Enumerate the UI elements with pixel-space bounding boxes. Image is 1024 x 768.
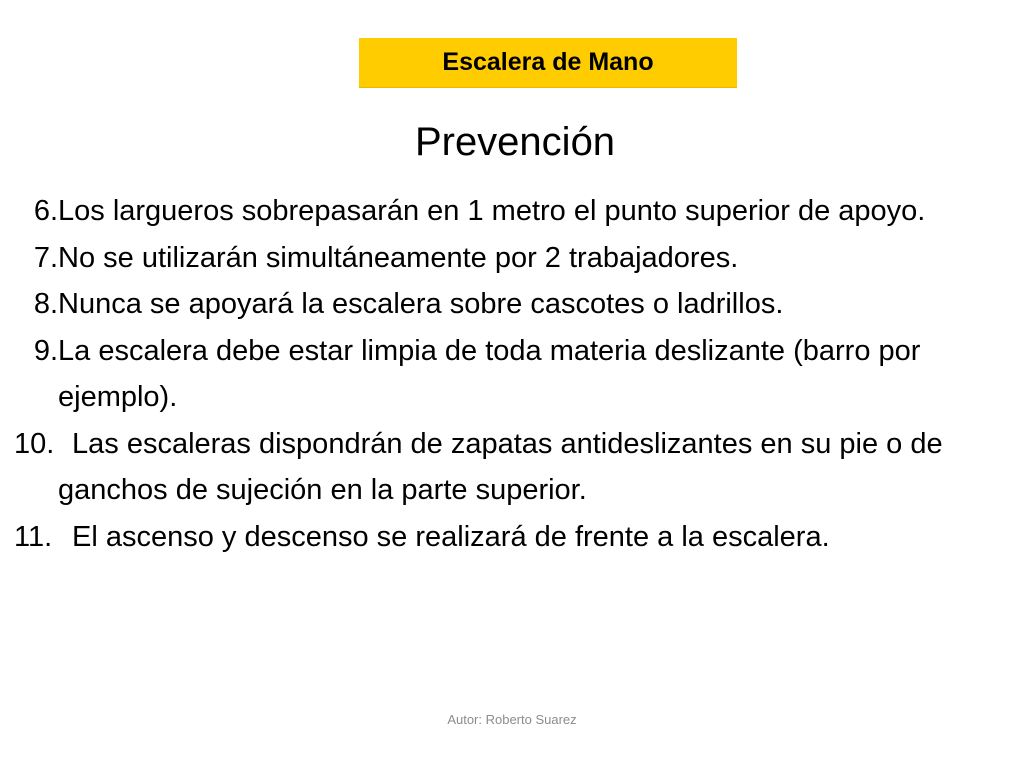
list-item [14,514,1014,561]
list-item [14,188,1014,235]
list-item-text: El ascenso y descenso se realizará de frente a la escalera. [72,520,830,553]
list-item-text: Nunca se apoyará la escalera sobre cascotes o ladrillos. [58,288,784,320]
list-item [14,281,1014,328]
list-item [14,421,1014,514]
header-label: Escalera de Mano [442,48,654,76]
list-item-text: No se utilizarán simultáneamente por 2 trabajadores. [58,241,739,274]
list-item-text: Las escaleras dispondrán de zapatas antideslizantes en su pie o de ganchos de sujeción en la parte superior. [58,427,943,506]
list-item-number: 7. [33,241,58,274]
header-banner [359,38,737,88]
list-item [14,235,1014,282]
list-item-number: 11. [14,520,53,553]
list-item-number: 9. [33,334,58,367]
list-item-number: 8. [33,288,58,320]
list-item-text: La escalera debe estar limpia de toda materia deslizante (barro por ejemplo). [58,334,921,413]
slide-title: Prevención [414,120,616,164]
prevention-list [14,188,1014,560]
list-item [14,328,1014,421]
list-item-text: Los largueros sobrepasarán en 1 metro el punto superior de apoyo. [58,195,926,227]
list-item-number: 10. [14,427,55,460]
list-item-number: 6. [33,195,58,227]
author-footer: Autor: Roberto Suarez [447,712,577,727]
